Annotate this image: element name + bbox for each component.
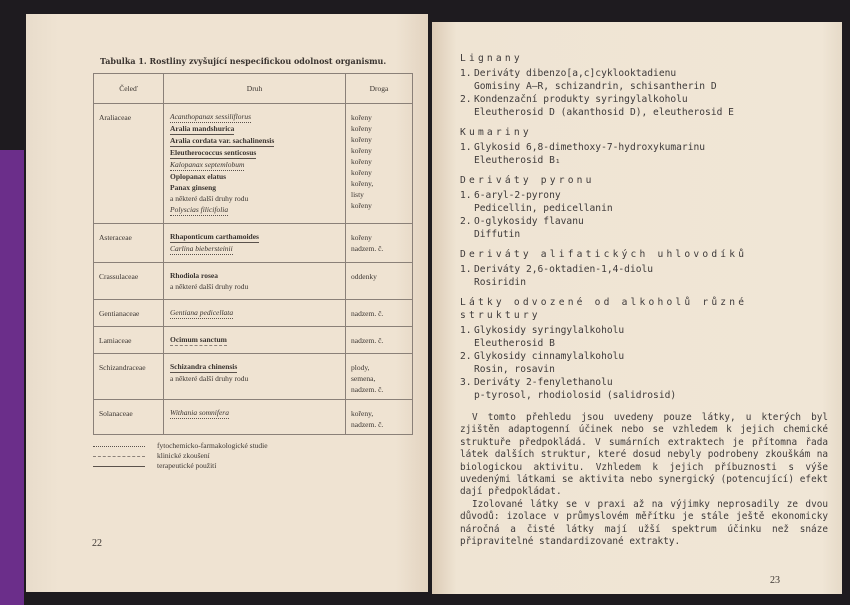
species-name: a některé další druhy rodu: [170, 374, 249, 383]
drug-part: kořeny,: [351, 179, 374, 188]
item-title: Deriváty 2,6-oktadien-1,4-diolu: [474, 264, 654, 275]
item-detail: Eleutherosid B₁: [474, 155, 561, 166]
column-header: Druh: [164, 74, 346, 104]
item-detail: p-tyrosol, rhodiolosid (salidrosid): [474, 390, 677, 401]
species-name: Rhodiola rosea: [170, 271, 218, 280]
book-cover-edge: [0, 150, 24, 605]
list-item: [460, 93, 828, 119]
species-name: Schizandra chinensis: [170, 362, 238, 371]
drug-part: plody,: [351, 363, 370, 372]
section-heading: Látky odvozené od alkoholů různé struktury: [460, 297, 748, 321]
list-item: [460, 263, 828, 289]
legend-line: [93, 466, 145, 467]
drug-part: listy: [351, 190, 364, 199]
legend-label: terapeutické použití: [157, 461, 217, 470]
drug-cell: [346, 263, 413, 300]
species-name: Carlina biebersteinii: [170, 244, 233, 253]
drug-part: kořeny: [351, 168, 372, 177]
table-block: [93, 73, 413, 471]
item-title: Glykosidy syringylalkoholu: [474, 325, 625, 336]
item-number: 1.: [460, 325, 472, 336]
species-cell: [164, 104, 346, 224]
item-number: 2.: [460, 94, 472, 105]
species-cell: [164, 224, 346, 263]
species-name: Gentiana pedicellata: [170, 308, 234, 317]
species-name: Withania somnifera: [170, 408, 229, 417]
family-cell: Lamiaceae: [94, 327, 164, 354]
list-item: [460, 376, 828, 402]
column-header: Čeleď: [94, 74, 164, 104]
family-cell: Solanaceae: [94, 400, 164, 435]
legend-line: [93, 456, 145, 457]
item-title: Deriváty 2-fenylethanolu: [474, 377, 613, 388]
drug-cell: [346, 354, 413, 400]
item-detail: Eleutherosid B: [474, 338, 555, 349]
drug-part: nadzem. č.: [351, 309, 384, 318]
drug-cell: [346, 224, 413, 263]
item-number: 1.: [460, 264, 472, 275]
item-detail: Gomisiny A—R, schizandrin, schisantherin D: [474, 81, 717, 92]
drug-part: kořeny: [351, 113, 372, 122]
drug-part: nadzem. č.: [351, 244, 384, 253]
drug-part: kořeny,: [351, 409, 374, 418]
table-row: [94, 104, 413, 224]
item-detail: Pedicellin, pedicellanin: [474, 203, 613, 214]
item-title: Deriváty dibenzo[a,c]cyklooktadienu: [474, 68, 677, 79]
page-number-right: 23: [770, 575, 780, 586]
item-title: 6-aryl-2-pyrony: [474, 190, 561, 201]
species-cell: [164, 263, 346, 300]
species-name: Kalopanax septemlobum: [170, 160, 245, 169]
drug-part: nadzem. č.: [351, 385, 384, 394]
legend-label: fytochemicko-farmakologické studie: [157, 441, 268, 450]
legend-item: [93, 441, 413, 451]
drug-part: kořeny: [351, 233, 372, 242]
legend-item: [93, 461, 413, 471]
item-title: O-glykosidy flavanu: [474, 216, 584, 227]
family-cell: Asteraceae: [94, 224, 164, 263]
table-caption: Tabulka 1. Rostliny zvyšující nespecifickou odolnost organismu.: [100, 56, 387, 66]
body-paragraph: V tomto přehledu jsou uvedeny pouze látky, u kterých byl zjištěn adaptogenní účinek nebo se vzhledem k jejich chemické struktuře předpokládá. V sumárních extraktech je přítomna řada látek dalších struktur, které dosud nebyly podrobeny zkouškám na biologickou aktivitu. Vzhledem k jejich příbuznosti s výše uvedenými látkami se aktivita nebo synergický (potencující) efekt dají předpokládat.: [460, 412, 828, 498]
legend-item: [93, 451, 413, 461]
item-title: Glykosid 6,8-dimethoxy-7-hydroxykumarinu: [474, 142, 706, 153]
species-name: Eleutherococcus senticosus: [170, 148, 257, 157]
item-detail: Rosiridin: [474, 277, 526, 288]
item-number: 1.: [460, 142, 472, 153]
species-name: Panax ginseng: [170, 183, 217, 192]
table-legend: [93, 441, 413, 471]
right-page: [432, 22, 842, 594]
compound-list: [460, 52, 828, 548]
family-cell: Gentianaceae: [94, 300, 164, 327]
legend-line: [93, 446, 145, 447]
drug-cell: [346, 327, 413, 354]
item-number: 1.: [460, 190, 472, 201]
drug-cell: [346, 300, 413, 327]
item-detail: Diffutin: [474, 229, 521, 240]
species-name: Polyscias filicifolia: [170, 205, 229, 214]
section-heading: Kumariny: [460, 127, 532, 138]
table-row: [94, 327, 413, 354]
section-heading: Deriváty alifatických uhlovodíků: [460, 249, 748, 260]
drug-part: kořeny: [351, 135, 372, 144]
list-item: [460, 141, 828, 167]
family-cell: Araliaceae: [94, 104, 164, 224]
list-item: [460, 67, 828, 93]
species-name: Ocimum sanctum: [170, 335, 227, 344]
species-cell: [164, 400, 346, 435]
body-paragraph: Izolované látky se v praxi až na výjimky neprosadily ze dvou důvodů: izolace v průmyslovém měřítku je stále ještě ekonomicky náročná a čisté látky mají užší spektrum účinku než snáze připravitelné standardizované extrakty.: [460, 498, 828, 548]
drug-cell: [346, 104, 413, 224]
item-number: 2.: [460, 351, 472, 362]
section-heading: Deriváty pyronu: [460, 175, 595, 186]
item-detail: Eleutherosid D (akanthosid D), eleutherosid E: [474, 107, 734, 118]
column-header: Droga: [346, 74, 413, 104]
species-name: Oplopanax elatus: [170, 172, 227, 181]
species-cell: [164, 354, 346, 400]
legend-label: klinické zkoušení: [157, 451, 210, 460]
species-name: Rhaponticum carthamoides: [170, 232, 259, 241]
item-number: 3.: [460, 377, 472, 388]
table-row: [94, 300, 413, 327]
drug-part: kořeny: [351, 157, 372, 166]
list-item: [460, 324, 828, 350]
item-title: Kondenzační produkty syringylalkoholu: [474, 94, 688, 105]
species-name: Aralia cordata var. sachalinensis: [170, 136, 275, 145]
item-number: 1.: [460, 68, 472, 79]
item-title: Glykosidy cinnamylalkoholu: [474, 351, 625, 362]
drug-part: kořeny: [351, 146, 372, 155]
table-row: [94, 224, 413, 263]
species-name: Acanthopanax sessiliflorus: [170, 112, 252, 121]
drug-part: kořeny: [351, 124, 372, 133]
plants-table: [93, 73, 413, 435]
list-item: [460, 189, 828, 215]
item-detail: Rosin, rosavin: [474, 364, 555, 375]
species-name: a některé další druhy rodu: [170, 282, 249, 291]
left-page: [26, 14, 428, 592]
item-number: 2.: [460, 216, 472, 227]
drug-part: nadzem. č.: [351, 420, 384, 429]
drug-cell: [346, 400, 413, 435]
table-row: [94, 354, 413, 400]
table-row: [94, 263, 413, 300]
table-row: [94, 400, 413, 435]
species-cell: [164, 300, 346, 327]
species-cell: [164, 327, 346, 354]
drug-part: kořeny: [351, 201, 372, 210]
page-number-left: 22: [92, 538, 102, 549]
list-item: [460, 215, 828, 241]
species-name: Aralia mandshurica: [170, 124, 235, 133]
family-cell: Crassulaceae: [94, 263, 164, 300]
drug-part: semena,: [351, 374, 376, 383]
family-cell: Schizandraceae: [94, 354, 164, 400]
drug-part: nadzem. č.: [351, 336, 384, 345]
section-heading: Lignany: [460, 53, 523, 64]
list-item: [460, 350, 828, 376]
drug-part: oddenky: [351, 272, 377, 281]
species-name: a některé další druhy rodu: [170, 194, 249, 203]
